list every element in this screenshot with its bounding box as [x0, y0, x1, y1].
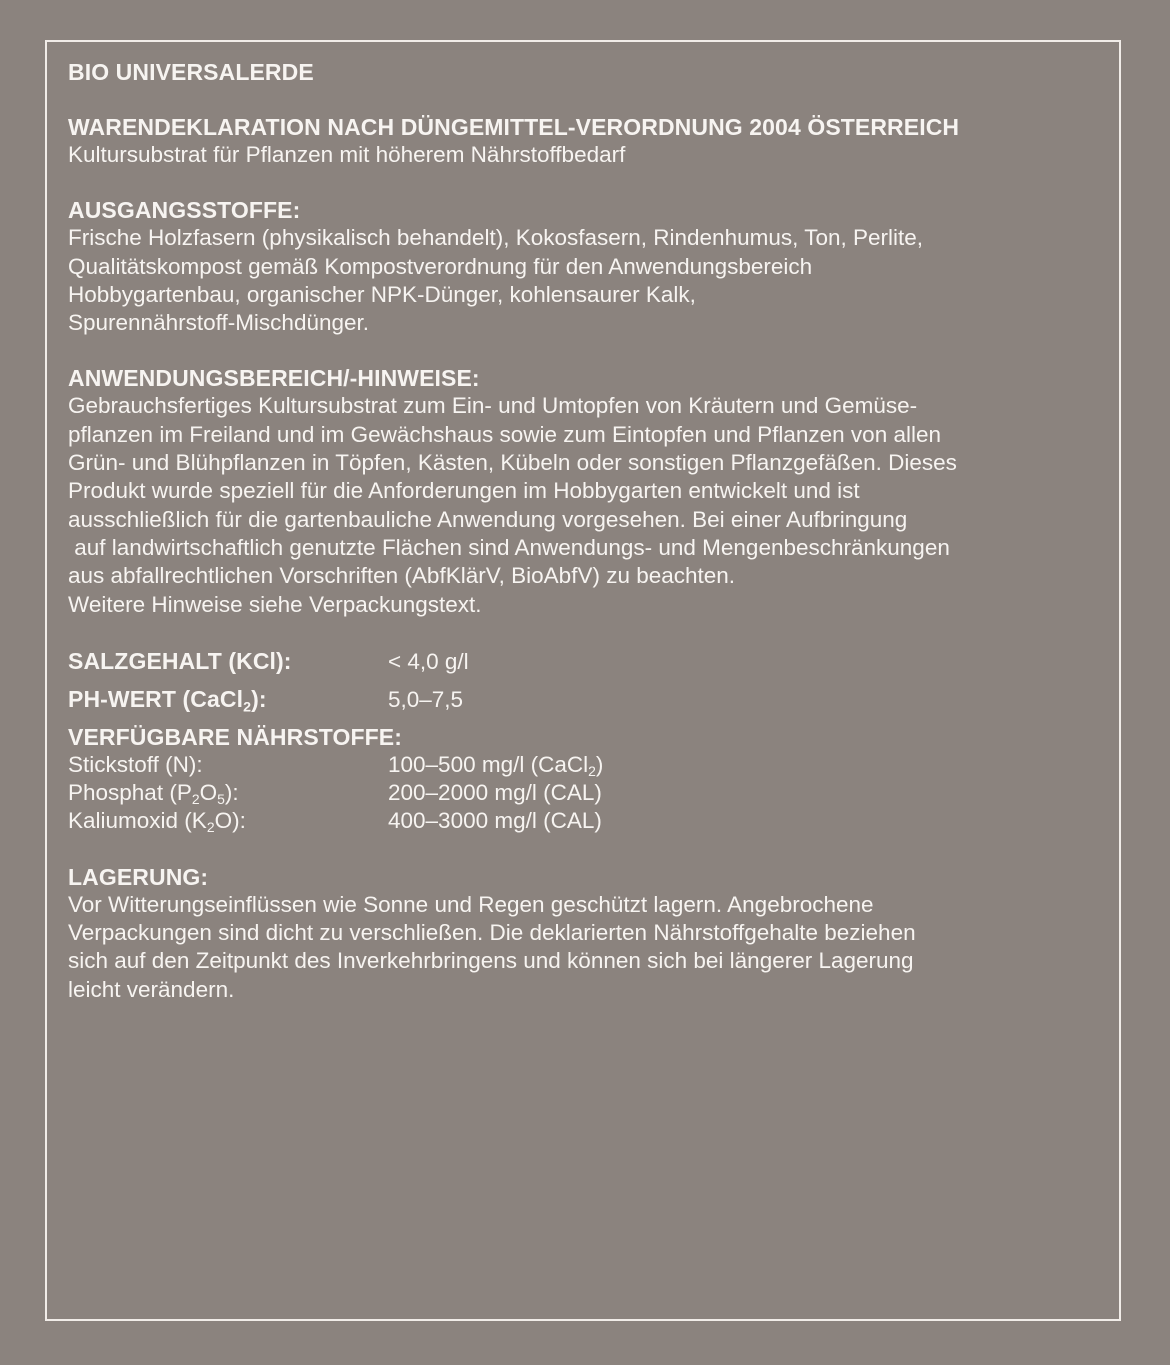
phosphat-value: 200–2000 mg/l (CAL): [388, 780, 602, 806]
anwendung-heading: ANWENDUNGSBEREICH/-HINWEISE:: [68, 365, 480, 392]
ausgangsstoffe-heading: AUSGANGSSTOFFE:: [68, 197, 301, 224]
ph-value: 5,0–7,5: [388, 686, 464, 712]
salzgehalt-row: [68, 647, 1108, 685]
salzgehalt-value: < 4,0 g/l: [388, 648, 469, 674]
salzgehalt-label: SALZGEHALT (KCl):: [68, 647, 292, 674]
text-line: Spurennährstoff-Mischdünger.: [68, 310, 370, 336]
lagerung-text: [68, 891, 1108, 1004]
text-line: Vor Witterungseinflüssen wie Sonne und Regen geschützt lagern. Angebrochene: [68, 891, 874, 917]
stickstoff-value: 100–500 mg/l (CaCl$_2$): [388, 751, 604, 780]
stickstoff-row: [68, 751, 1108, 779]
ausgangsstoffe-text: [68, 224, 1108, 337]
text-line: leicht verändern.: [68, 976, 235, 1002]
text-line: Grün- und Blühpflanzen in Töpfen, Kästen, Kübeln oder sonstigen Pflanzgefäßen. Dieses: [68, 450, 957, 476]
text-line: Qualitätskompost gemäß Kompostverordnung für den Anwendungsbereich: [68, 253, 813, 279]
text-line: pflanzen im Freiland und im Gewächshaus sowie zum Eintopfen und Pflanzen von allen: [68, 421, 941, 447]
text-line: Hobbygartenbau, organischer NPK-Dünger, kohlensaurer Kalk,: [68, 281, 696, 307]
ph-label: PH-WERT (CaCl$_2$):: [68, 685, 267, 716]
text-line: Frische Holzfasern (physikalisch behandelt), Kokosfasern, Rindenhumus, Ton, Perlite,: [68, 225, 923, 251]
naehrstoffe-heading: VERFÜGBARE NÄHRSTOFFE:: [68, 723, 403, 750]
declaration-subtitle: Kultursubstrat für Pflanzen mit höherem Nährstoffbedarf: [68, 142, 626, 167]
text-line: Weitere Hinweise siehe Verpackungstext.: [68, 591, 482, 617]
text-line: Produkt wurde speziell für die Anforderungen im Hobbygarten entwickelt und ist: [68, 478, 860, 504]
text-line: auf landwirtschaftlich genutzte Flächen sind Anwendungs- und Mengenbeschränkungen: [68, 534, 950, 560]
ph-row: [68, 685, 1108, 723]
text-line: sich auf den Zeitpunkt des Inverkehrbringens und können sich bei längerer Lagerung: [68, 948, 914, 974]
declaration-content: [68, 58, 1108, 1004]
kaliumoxid-value: 400–3000 mg/l (CAL): [388, 808, 602, 834]
declaration-heading: WARENDEKLARATION NACH DÜNGEMITTEL-VERORDNUNG 2004 ÖSTERREICH: [68, 114, 960, 140]
anwendung-text: [68, 392, 1108, 618]
product-title: BIO UNIVERSALERDE: [68, 59, 314, 85]
phosphat-row: [68, 779, 1108, 807]
text-line: ausschließlich für die gartenbauliche Anwendung vorgesehen. Bei einer Aufbringung: [68, 506, 908, 532]
text-line: Gebrauchsfertiges Kultursubstrat zum Ein- und Umtopfen von Kräutern und Gemüse-: [68, 393, 918, 419]
stickstoff-label: Stickstoff (N):: [68, 751, 203, 777]
lagerung-heading: LAGERUNG:: [68, 863, 209, 890]
text-line: aus abfallrechtlichen Vorschriften (AbfKlärV, BioAbfV) zu beachten.: [68, 563, 736, 589]
kaliumoxid-row: [68, 807, 1108, 835]
kaliumoxid-label: Kaliumoxid $(K_2O)$:: [68, 808, 246, 836]
phosphat-label: Phosphat $(P_2O_5)$:: [68, 780, 239, 808]
text-line: Verpackungen sind dicht zu verschließen. Die deklarierten Nährstoffgehalte beziehen: [68, 920, 916, 946]
